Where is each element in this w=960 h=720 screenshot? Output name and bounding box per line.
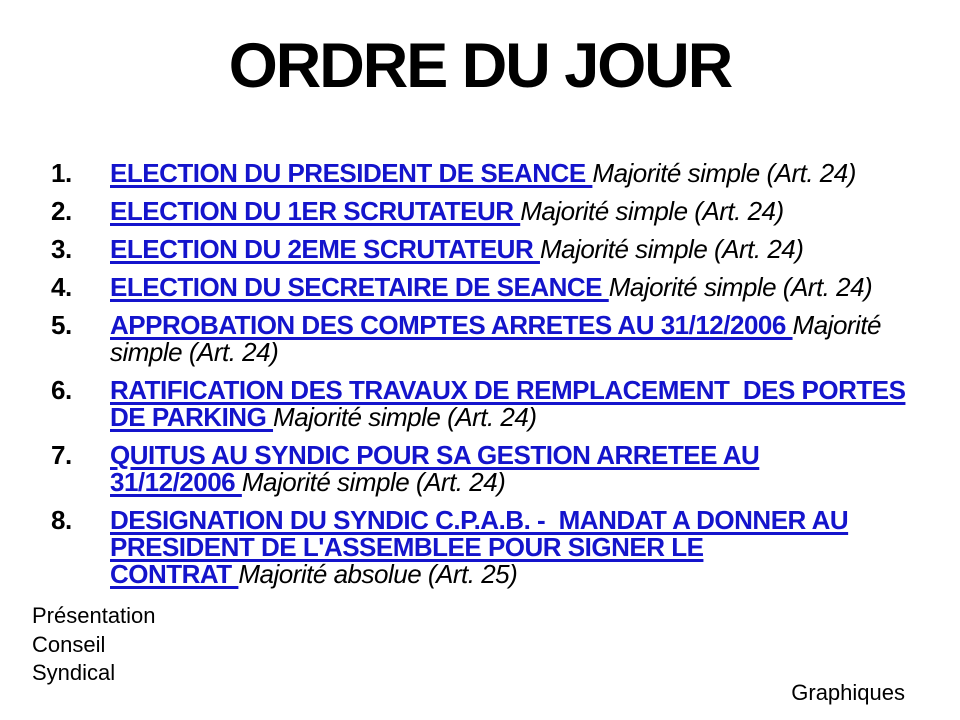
agenda-item-number: 2. (51, 196, 72, 226)
agenda-link-election-secretaire[interactable]: ELECTION DU SECRETAIRE DE SEANCE (110, 272, 609, 302)
agenda-item-number: 1. (51, 158, 72, 188)
footer-left-line-syndical[interactable]: Syndical (32, 660, 116, 685)
footer-right-graphiques[interactable]: Graphiques (791, 680, 905, 705)
agenda-item (30, 442, 914, 496)
agenda-item-number: 7. (51, 440, 72, 470)
agenda-item-content (110, 442, 914, 496)
agenda-item (30, 274, 914, 301)
agenda-item-content (110, 160, 914, 187)
agenda-item (30, 377, 914, 431)
agenda-item-content (110, 274, 914, 301)
agenda-link-election-1er-scrutateur[interactable]: ELECTION DU 1ER SCRUTATEUR (110, 196, 521, 226)
majority-note: Majorité absolue (Art. 25) (238, 559, 518, 589)
majority-note: Majorité simple (Art. 24) (273, 402, 537, 432)
agenda-item (30, 160, 914, 187)
agenda-item-number: 5. (51, 310, 72, 340)
majority-note: Majorité simple (Art. 24) (592, 158, 856, 188)
agenda-link-approbation-comptes[interactable]: APPROBATION DES COMPTES ARRETES AU 31/12/2006 (110, 310, 793, 340)
page-title: ORDRE DU JOUR (228, 31, 732, 101)
agenda-item (30, 312, 914, 366)
agenda-item (30, 198, 914, 225)
agenda-item (30, 507, 914, 588)
agenda-item-number: 6. (51, 375, 72, 405)
agenda-item-content (110, 236, 914, 263)
agenda-item-content (110, 312, 914, 366)
agenda-item-content (110, 198, 914, 225)
footer-left-line-conseil[interactable]: Conseil (32, 631, 106, 657)
agenda-list (30, 160, 914, 599)
agenda-item-number: 4. (51, 272, 72, 302)
agenda-item-number: 8. (51, 505, 72, 535)
agenda-link-quitus-syndic[interactable]: QUITUS AU SYNDIC POUR SA GESTION ARRETEE AU 31/12/2006 (110, 440, 760, 497)
majority-note: Majorité simple (Art. 24) (241, 467, 506, 497)
agenda-item (30, 236, 914, 263)
agenda-item-number: 3. (51, 234, 72, 264)
footer-left-line-presentation[interactable]: Présentation (32, 603, 156, 628)
majority-note: Majorité simple (Art. 24) (608, 272, 873, 302)
majority-note: Majorité simple (Art. 24) (539, 234, 804, 264)
agenda-item-content (110, 507, 914, 588)
agenda-item-content (110, 377, 914, 431)
agenda-link-designation-syndic[interactable]: DESIGNATION DU SYNDIC C.P.A.B. - MANDAT A DONNER AU PRESIDENT DE L'ASSEMBLEE POUR SIGNER LE CONTRAT (110, 505, 849, 589)
majority-note: Majorité simple (Art. 24) (520, 196, 784, 226)
majority-note: Majorité simple (Art. 24) (110, 310, 882, 367)
agenda-link-election-2eme-scrutateur[interactable]: ELECTION DU 2EME SCRUTATEUR (110, 234, 540, 264)
footer-left-nav[interactable] (32, 602, 156, 688)
agenda-link-election-president[interactable]: ELECTION DU PRESIDENT DE SEANCE (110, 158, 593, 188)
agenda-link-ratification-travaux[interactable]: RATIFICATION DES TRAVAUX DE REMPLACEMENT DES PORTES DE PARKING (110, 375, 906, 432)
